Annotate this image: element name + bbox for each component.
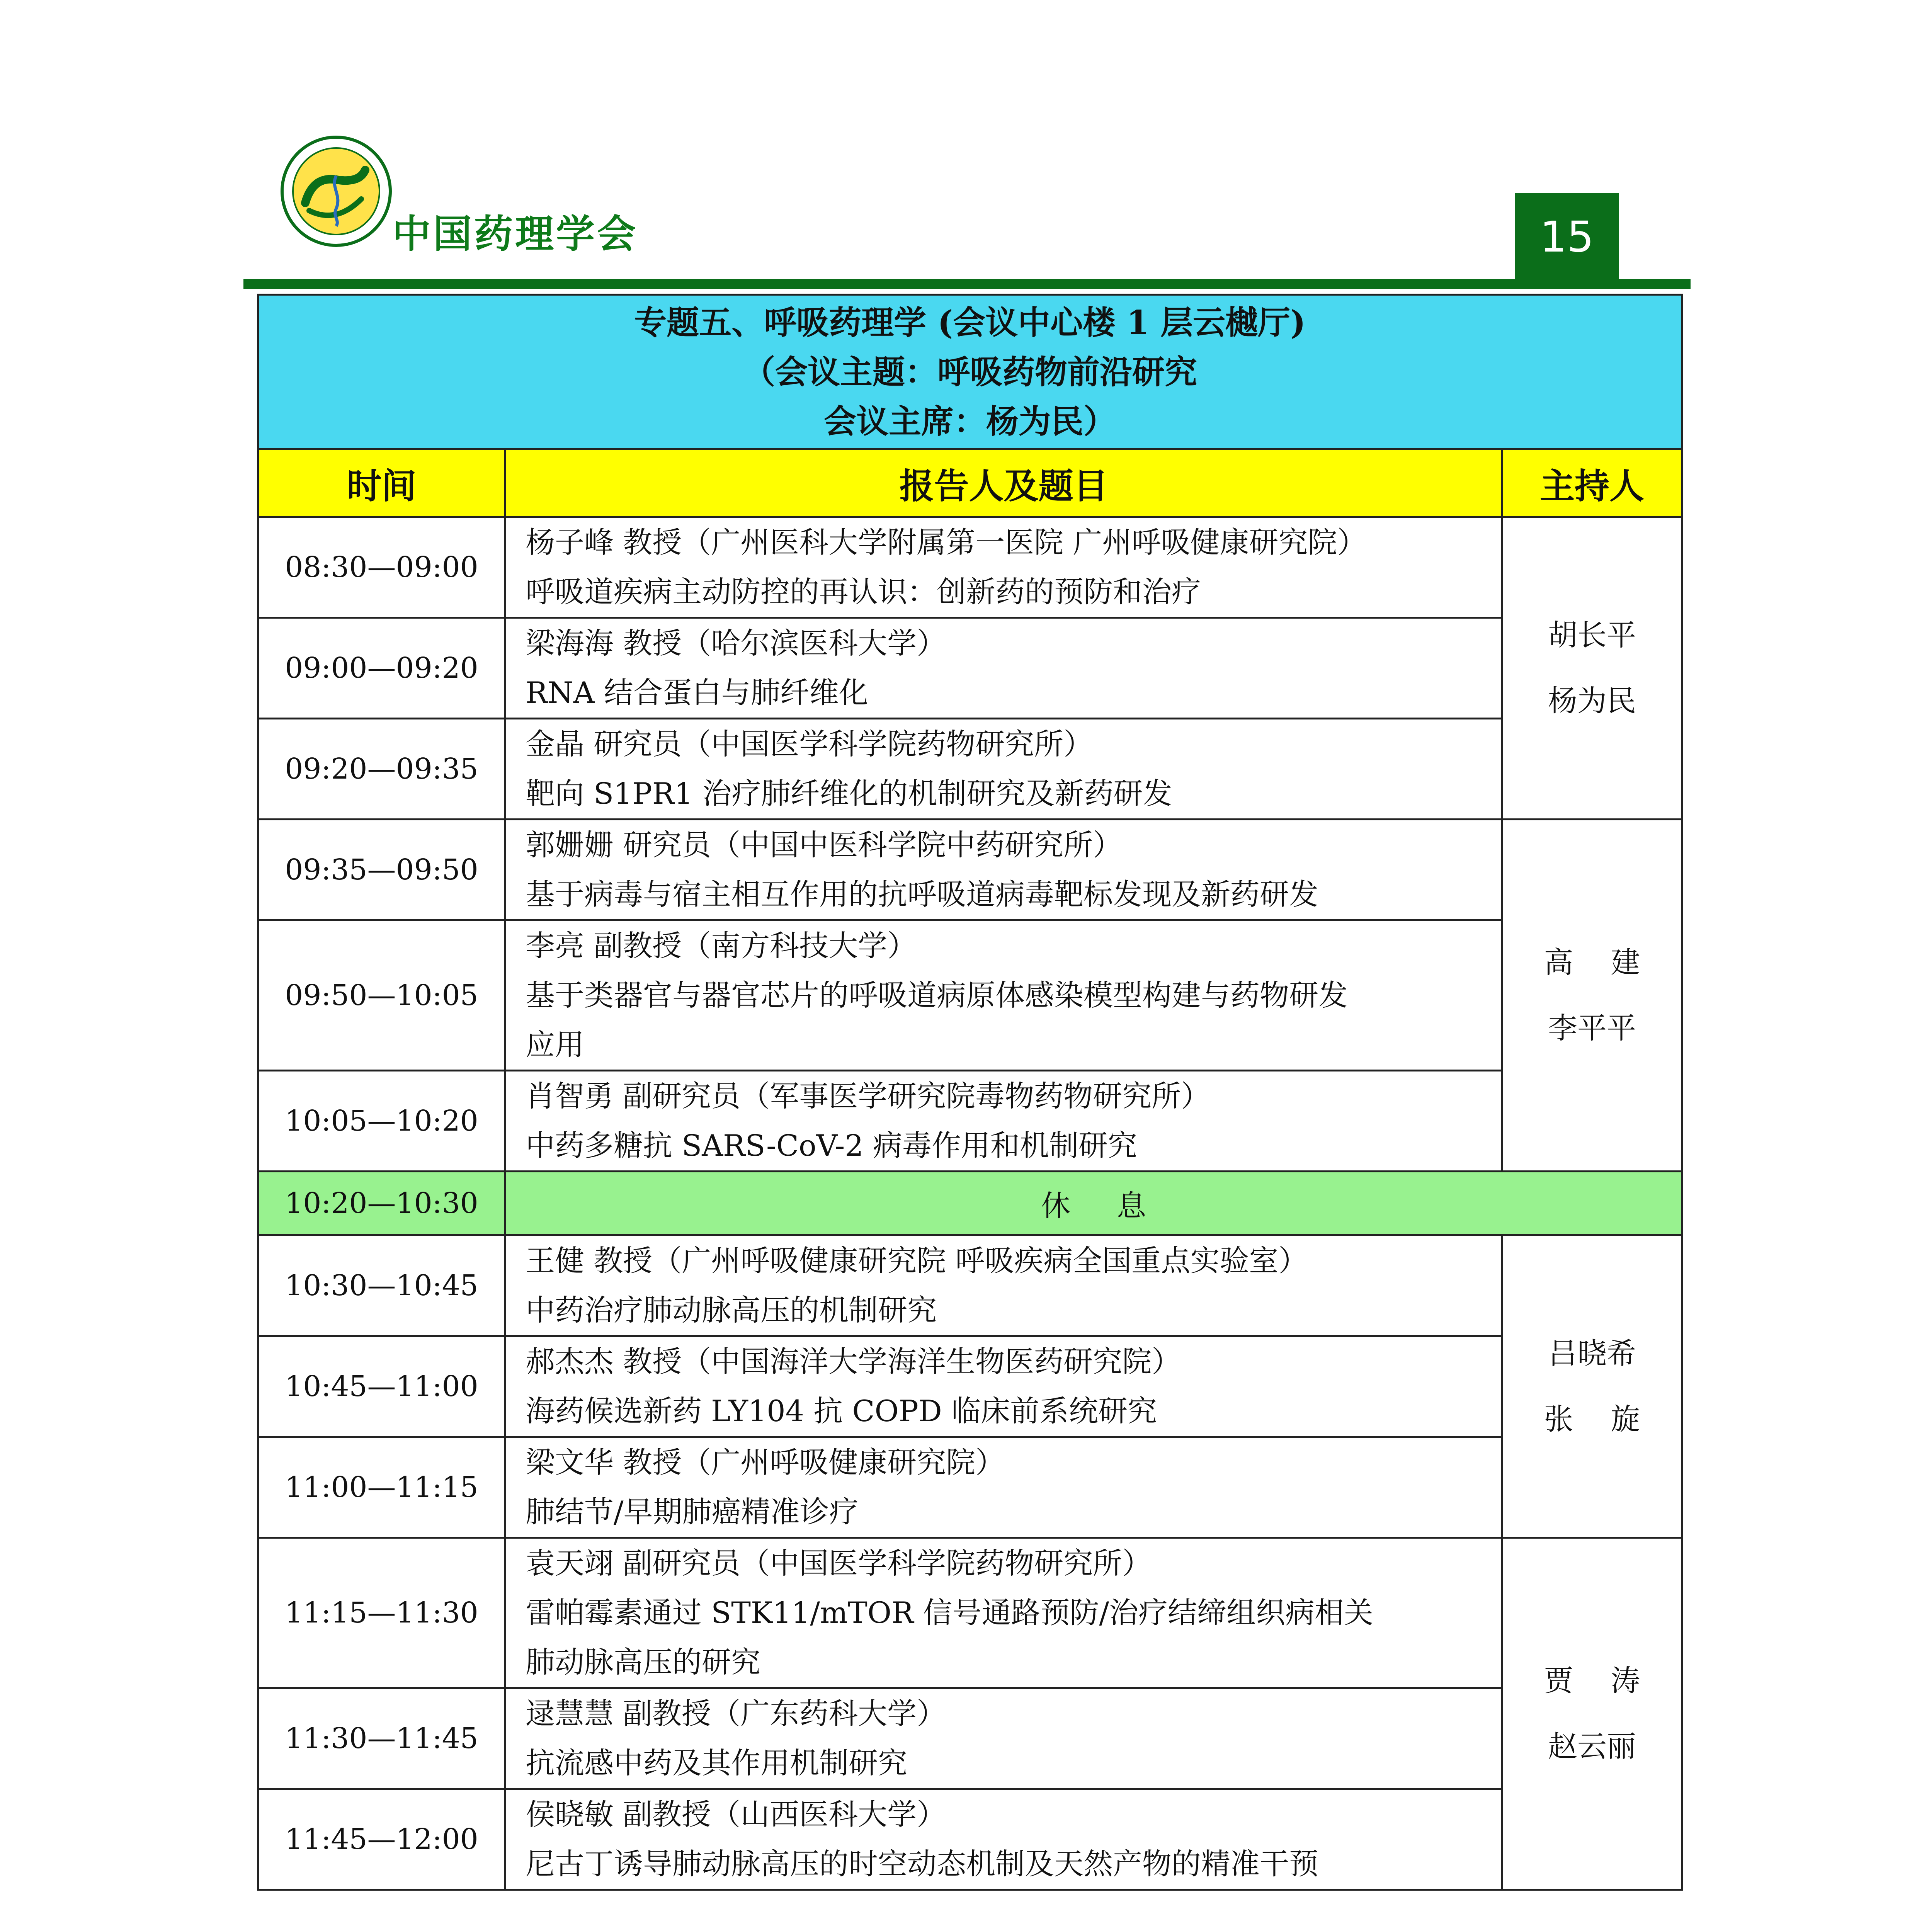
talk-speaker-topic: [505, 719, 1502, 820]
host-cell: [1502, 517, 1682, 820]
column-header-speaker-topic: 报告人及题目: [505, 449, 1502, 517]
break-time: 10:20—10:30: [258, 1172, 505, 1235]
talk-time: 11:45—12:00: [258, 1789, 505, 1890]
break-label: 休息: [505, 1172, 1682, 1235]
talk-time: 10:05—10:20: [258, 1071, 505, 1172]
talk-time: 09:35—09:50: [258, 820, 505, 920]
talk-time: 11:30—11:45: [258, 1688, 505, 1789]
session-schedule-table: [257, 294, 1683, 1891]
host-name: 杨为民: [1548, 684, 1636, 718]
talk-time: 11:00—11:15: [258, 1437, 505, 1538]
speaker-line: 郭姗姗 研究员（中国中医科学院中药研究所）: [526, 828, 1123, 862]
talk-row: [258, 1071, 1682, 1172]
topic-line: 尼古丁诱导肺动脉高压的时空动态机制及天然产物的精准干预: [526, 1847, 1318, 1881]
break-row: [258, 1172, 1682, 1235]
column-header-host: 主持人: [1502, 449, 1682, 517]
talk-time: 10:45—11:00: [258, 1336, 505, 1437]
column-header-row: [258, 449, 1682, 517]
talk-speaker-topic: [505, 920, 1502, 1071]
talk-speaker-topic: [505, 1538, 1502, 1688]
talk-speaker-topic: [505, 1437, 1502, 1538]
topic-line: 基于病毒与宿主相互作用的抗呼吸道病毒靶标发现及新药研发: [526, 877, 1318, 912]
header-rule: [243, 279, 1691, 289]
host-name: 胡长平: [1548, 618, 1636, 652]
talk-row: [258, 719, 1682, 820]
topic-line: 肺动脉高压的研究: [526, 1645, 760, 1679]
talk-speaker-topic: [505, 1336, 1502, 1437]
society-logo: [278, 133, 394, 249]
session-title-block: [258, 295, 1682, 449]
speaker-line: 侯晓敏 副教授（山西医科大学）: [526, 1797, 946, 1832]
talk-time: 11:15—11:30: [258, 1538, 505, 1688]
talk-row: [258, 1336, 1682, 1437]
topic-line: 中药治疗肺动脉高压的机制研究: [526, 1293, 937, 1327]
speaker-line: 逯慧慧 副教授（广东药科大学）: [526, 1696, 946, 1731]
talk-speaker-topic: [505, 517, 1502, 618]
speaker-line: 李亮 副教授（南方科技大学）: [526, 929, 917, 963]
column-header-time: 时间: [258, 449, 505, 517]
talk-speaker-topic: [505, 1688, 1502, 1789]
org-name: 中国药理学会: [392, 211, 638, 257]
speaker-line: 肖智勇 副研究员（军事医学研究院毒物药物研究所）: [526, 1079, 1211, 1113]
topic-line: 靶向 S1PR1 治疗肺纤维化的机制研究及新药研发: [526, 776, 1172, 811]
session-title: 专题五、呼吸药理学 (会议中心楼 1 层云樾厅): [634, 303, 1306, 342]
topic-line: RNA 结合蛋白与肺纤维化: [526, 675, 868, 710]
talk-time: 08:30—09:00: [258, 517, 505, 618]
talk-row: [258, 920, 1682, 1071]
talk-time: 09:00—09:20: [258, 618, 505, 719]
talk-time: 09:20—09:35: [258, 719, 505, 820]
talk-speaker-topic: [505, 1235, 1502, 1336]
host-name: 张 旋: [1544, 1402, 1640, 1436]
topic-line: 呼吸道疾病主动防控的再认识：创新药的预防和治疗: [526, 575, 1201, 609]
speaker-line: 杨子峰 教授（广州医科大学附属第一医院 广州呼吸健康研究院）: [526, 525, 1367, 560]
topic-line: 基于类器官与器官芯片的呼吸道病原体感染模型构建与药物研发: [526, 978, 1348, 1012]
talk-speaker-topic: [505, 1071, 1502, 1172]
talk-row: [258, 1235, 1682, 1336]
session-theme: （会议主题：呼吸药物前沿研究: [742, 352, 1197, 391]
speaker-line: 郝杰杰 教授（中国海洋大学海洋生物医药研究院）: [526, 1344, 1181, 1379]
host-cell: [1502, 820, 1682, 1172]
talk-row: [258, 1789, 1682, 1890]
talk-row: [258, 1538, 1682, 1688]
session-chair: 会议主席：杨为民）: [823, 402, 1116, 440]
page-number: 15: [1515, 193, 1619, 280]
topic-line: 海药候选新药 LY104 抗 COPD 临床前系统研究: [526, 1394, 1157, 1428]
host-name: 贾 涛: [1544, 1663, 1640, 1698]
speaker-line: 金晶 研究员（中国医学科学院药物研究所）: [526, 727, 1093, 761]
talk-speaker-topic: [505, 820, 1502, 920]
host-cell: [1502, 1538, 1682, 1890]
host-name: 高 建: [1544, 945, 1640, 980]
host-name: 吕晓希: [1548, 1336, 1636, 1371]
talk-time: 09:50—10:05: [258, 920, 505, 1071]
speaker-line: 袁天翊 副研究员（中国医学科学院药物研究所）: [526, 1546, 1152, 1580]
speaker-line: 王健 教授（广州呼吸健康研究院 呼吸疾病全国重点实验室）: [526, 1243, 1308, 1278]
talk-row: [258, 1688, 1682, 1789]
host-name: 赵云丽: [1548, 1729, 1636, 1764]
talk-speaker-topic: [505, 1789, 1502, 1890]
topic-line: 中药多糖抗 SARS-CoV-2 病毒作用和机制研究: [526, 1128, 1137, 1163]
talk-row: [258, 517, 1682, 618]
host-name: 李平平: [1548, 1011, 1636, 1045]
talk-row: [258, 1437, 1682, 1538]
speaker-line: 梁文华 教授（广州呼吸健康研究院）: [526, 1445, 1005, 1480]
talk-time: 10:30—10:45: [258, 1235, 505, 1336]
speaker-line: 梁海海 教授（哈尔滨医科大学）: [526, 626, 946, 660]
host-cell: [1502, 1235, 1682, 1538]
topic-line: 肺结节/早期肺癌精准诊疗: [526, 1495, 859, 1529]
topic-line: 抗流感中药及其作用机制研究: [526, 1746, 907, 1780]
talk-row: [258, 820, 1682, 920]
talk-row: [258, 618, 1682, 719]
topic-line: 雷帕霉素通过 STK11/mTOR 信号通路预防/治疗结缔组织病相关: [526, 1595, 1374, 1630]
topic-line: 应用: [526, 1027, 584, 1062]
talk-speaker-topic: [505, 618, 1502, 719]
